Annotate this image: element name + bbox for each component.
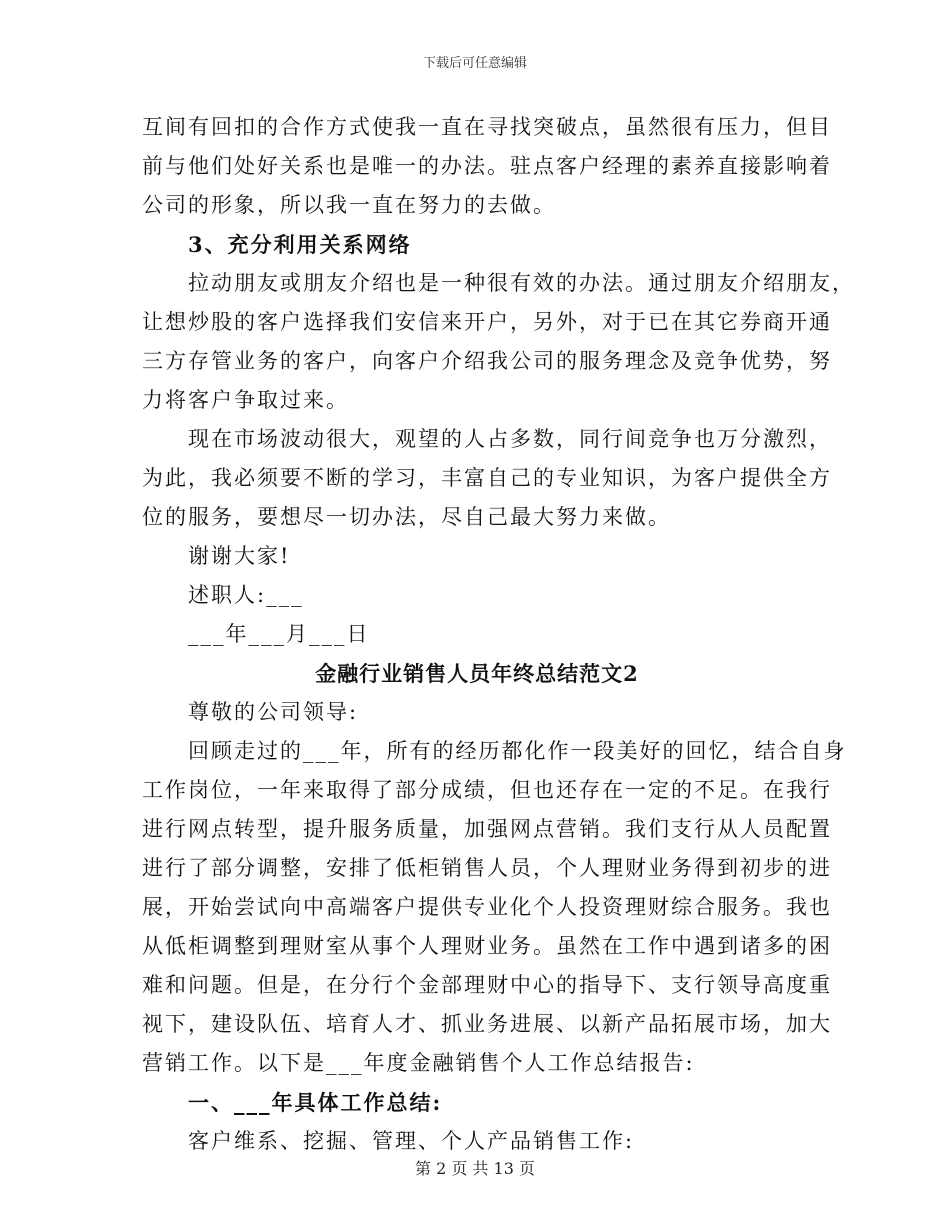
body-line: 从低柜调整到理财室从事个人理财业务。虽然在工作中遇到诸多的困 xyxy=(142,934,832,958)
body-line: 进行了部分调整，安排了低柜销售人员，个人理财业务得到初步的进 xyxy=(142,856,832,880)
body-line: 现在市场波动很大，观望的人占多数，同行间竞争也万分激烈， xyxy=(188,427,832,451)
body-line: 拉动朋友或朋友介绍也是一种很有效的办法。通过朋友介绍朋友， xyxy=(188,271,855,295)
body-line: 力将客户争取过来。 xyxy=(142,388,349,412)
body-line: 互间有回扣的合作方式使我一直在寻找突破点，虽然很有压力，但目 xyxy=(142,115,832,139)
body-line: 回顾走过的___年，所有的经历都化作一段美好的回忆，结合自身 xyxy=(188,739,847,763)
date-line: ___年___月___日 xyxy=(188,622,370,646)
signature-line: 述职人:___ xyxy=(188,583,304,607)
body-line: 让想炒股的客户选择我们安信来开户，另外，对于已在其它券商开通 xyxy=(142,310,832,334)
document-body xyxy=(142,108,855,1161)
body-line: 客户维系、挖掘、管理、个人产品销售工作: xyxy=(188,1129,635,1153)
body-line: 为此，我必须要不断的学习，丰富自己的专业知识，为客户提供全方 xyxy=(142,466,832,490)
body-line: 视下，建设队伍、培育人才、抓业务进展、以新产品拓展市场，加大 xyxy=(142,1012,832,1036)
body-line: 位的服务，要想尽一切办法，尽自己最大努力来做。 xyxy=(142,505,671,529)
document-title: 金融行业销售人员年终总结范文2 xyxy=(315,661,639,686)
body-line: 公司的形象，所以我一直在努力的去做。 xyxy=(142,193,556,217)
section-heading: 一、___年具体工作总结: xyxy=(188,1090,443,1115)
body-line: 谢谢大家! xyxy=(188,544,291,568)
body-line: 进行网点转型，提升服务质量，加强网点营销。我们支行从人员配置 xyxy=(142,817,832,841)
salutation: 尊敬的公司领导: xyxy=(188,700,359,724)
body-line: 难和问题。但是，在分行个金部理财中心的指导下、支行领导高度重 xyxy=(142,973,832,997)
body-line: 工作岗位，一年来取得了部分成绩，但也还存在一定的不足。在我行 xyxy=(142,778,832,802)
body-line: 展，开始尝试向中高端客户提供专业化个人投资理财综合服务。我也 xyxy=(142,895,832,919)
page-number: 第 2 页 共 13 页 xyxy=(415,1159,535,1178)
body-line: 三方存管业务的客户，向客户介绍我公司的服务理念及竞争优势，努 xyxy=(142,349,832,373)
body-line: 前与他们处好关系也是唯一的办法。驻点客户经理的素养直接影响着 xyxy=(142,154,832,178)
header-note: 下载后可任意编辑 xyxy=(422,56,527,71)
body-line: 营销工作。以下是___年度金融销售个人工作总结报告: xyxy=(142,1051,695,1075)
section-heading: 3、充分利用关系网络 xyxy=(188,232,412,257)
